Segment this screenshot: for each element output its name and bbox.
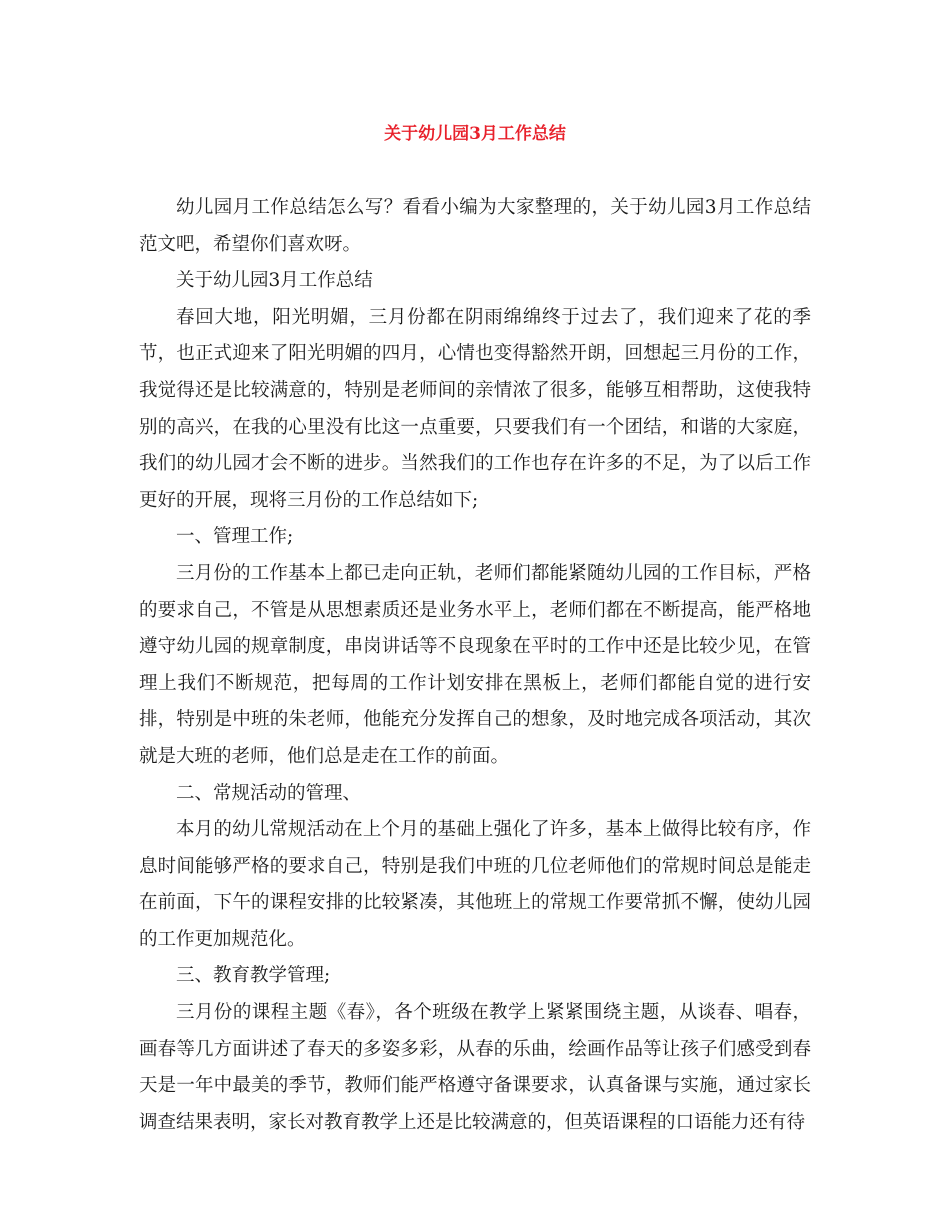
document-body (139, 190, 811, 1141)
section-heading-routine: 二、常规活动的管理、 (176, 782, 362, 804)
document-title: 关于幼儿园3月工作总结 (384, 124, 566, 144)
intro-paragraph: 幼儿园月工作总结怎么写？看看小编为大家整理的，关于幼儿园3月工作总结范文吧，希望你们喜欢呀。 (139, 197, 811, 255)
subtitle-paragraph: 关于幼儿园3月工作总结 (176, 270, 373, 292)
opening-paragraph: 春回大地，阳光明媚，三月份都在阴雨绵绵终于过去了，我们迎来了花的季节，也正式迎来了阳光明媚的四月，心情也变得豁然开朗，回想起三月份的工作，我觉得还是比较满意的，特别是老师间的亲情浓了很多，能够互相帮助，这使我特别的高兴，在我的心里没有比这一点重要，只要我们有一个团结，和谐的大家庭，我们的幼儿园才会不断的进步。当然我们的工作也存在许多的不足，为了以后工作更好的开展，现将三月份的工作总结如下; (139, 306, 811, 511)
section-heading-management: 一、管理工作; (176, 526, 294, 548)
routine-paragraph: 本月的幼儿常规活动在上个月的基础上强化了许多，基本上做得比较有序，作息时间能够严格的要求自己，特别是我们中班的几位老师他们的常规时间总是能走在前面，下午的课程安排的比较紧凑，其他班上的常规工作要常抓不懈，使幼儿园的工作更加规范化。 (139, 819, 811, 950)
section-heading-teaching: 三、教育教学管理; (176, 965, 331, 987)
management-paragraph: 三月份的工作基本上都已走向正轨，老师们都能紧随幼儿园的工作目标，严格的要求自己，不管是从思想素质还是业务水平上，老师们都在不断提高，能严格地遵守幼儿园的规章制度，串岗讲话等不良现象在平时的工作中还是比较少见，在管理上我们不断规范，把每周的工作计划安排在黑板上，老师们都能自觉的进行安排，特别是中班的朱老师，他能充分发挥自己的想象，及时地完成各项活动，其次就是大班的老师，他们总是走在工作的前面。 (139, 562, 811, 767)
teaching-paragraph: 三月份的课程主题《春》，各个班级在教学上紧紧围绕主题，从谈春、唱春，画春等几方面讲述了春天的多姿多彩，从春的乐曲，绘画作品等让孩子们感受到春天是一年中最美的季节，教师们能严格遵守备课要求，认真备课与实施，通过家长调查结果表明，家长对教育教学上还是比较满意的，但英语课程的口语能力还有待 (139, 1002, 811, 1133)
